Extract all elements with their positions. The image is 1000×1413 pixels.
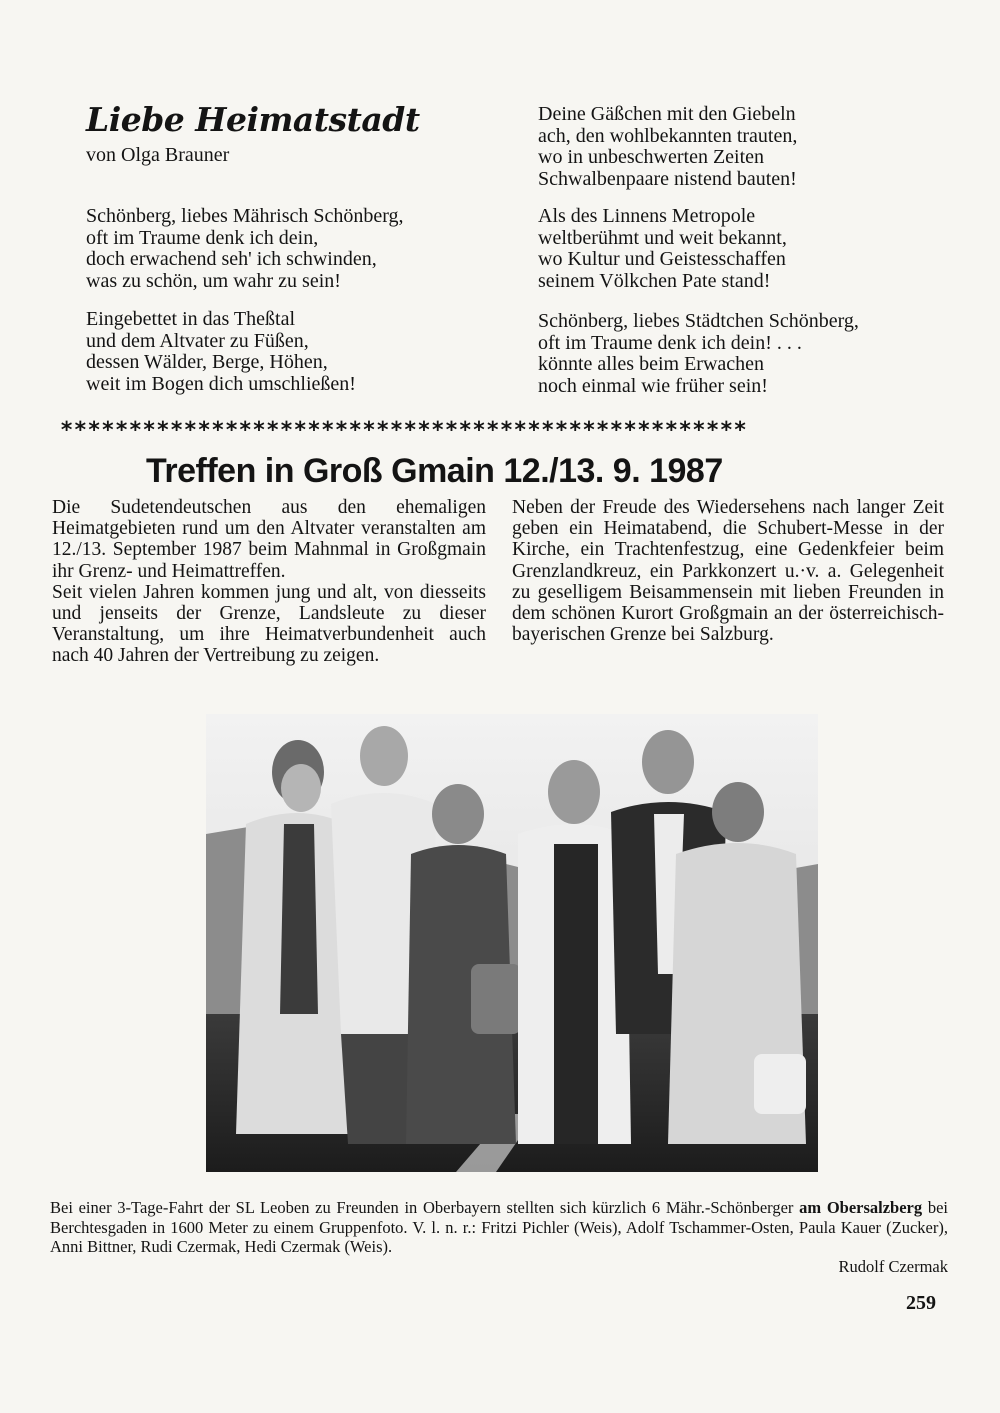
caption-text: Bei einer 3-Tage-Fahrt der SL Leoben zu Freunden in Oberbayern stellten sich kürzlich 6 Mähr.-Schönberger	[50, 1198, 800, 1217]
poem-stanza-4	[538, 206, 787, 292]
poem-line: Schönberg, liebes Städtchen Schönberg,	[538, 310, 859, 332]
poem-line: ach, den wohlbekannten trauten,	[538, 124, 798, 147]
poem-line: weltberühmt und weit bekannt,	[538, 226, 787, 249]
poem-title: Liebe Heimatstadt	[86, 100, 420, 139]
article-title: Treffen in Groß Gmain 12./13. 9. 1987	[146, 452, 723, 490]
poem-line: wo Kultur und Geistesschaffen	[538, 248, 786, 270]
poem-line: Schwalbenpaare nistend bauten!	[538, 167, 797, 190]
poem-line: dessen Wälder, Berge, Höhen,	[86, 351, 328, 373]
page-number: 259	[906, 1292, 936, 1314]
poem-author: von Olga Brauner	[86, 144, 230, 166]
photo-credit: Rudolf Czermak	[838, 1256, 948, 1276]
article-paragraph: Seit vielen Jahren kommen jung und alt, von diesseits und jenseits der Grenze, Landsleute zu dieser Veranstaltung, um ihre Heimatverbundenheit auch nach 40 Jahren der Vertreibung zu zeigen.	[52, 581, 486, 667]
caption-location: am Obersalzberg	[799, 1198, 923, 1217]
poem-line: könnte alles beim Erwachen	[538, 353, 765, 375]
poem-line: oft im Traume denk ich dein! . . .	[538, 331, 802, 354]
poem-line: und dem Altvater zu Füßen,	[86, 329, 309, 352]
poem-line: seinem Völkchen Pate stand!	[538, 269, 771, 292]
article-column-left	[52, 497, 486, 667]
asterisk-separator: **************************************************	[60, 418, 748, 443]
poem-line: weit im Bogen dich umschließen!	[86, 372, 356, 395]
article-paragraph: Neben der Freude des Wiedersehens nach langer Zeit geben ein Heimatabend, die Schubert-Messe in der Kirche, ein Trachtenfestzug, eine Gedenkfeier beim Grenzlandkreuz, ein Parkkonzert u.·v. a. Gelegenheit zu geselligem Beisammensein mit lieben Freunden in dem schönen Kurort Großgmain an der österreichisch-bayerischen Grenze bei Salzburg.	[512, 497, 944, 646]
poem-line: oft im Traume denk ich dein,	[86, 226, 319, 249]
article-column-right	[512, 497, 944, 645]
poem-stanza-3	[538, 104, 797, 190]
poem-line: Deine Gäßchen mit den Giebeln	[538, 103, 796, 125]
poem-line: doch erwachend seh' ich schwinden,	[86, 248, 377, 270]
poem-line: wo in unbeschwerten Zeiten	[538, 146, 765, 168]
poem-line: Eingebettet in das Theßtal	[86, 308, 296, 330]
poem-line: was zu schön, um wahr zu sein!	[86, 269, 341, 292]
poem-line: Schönberg, liebes Mährisch Schönberg,	[86, 205, 404, 227]
caption-text-rest: bei Berchtesgaden in 1600 Meter zu einem Gruppenfoto. V. l. n. r.: Fritzi Pichler (Weis), Adolf Tschammer-Osten, Paula Kauer (Zucker), Anni Bittner, Rudi Czermak, Hedi Czermak (Weis).	[50, 1198, 948, 1256]
poem-stanza-5	[538, 311, 859, 397]
photo-caption	[50, 1198, 948, 1276]
group-photo-illustration	[206, 714, 818, 1172]
poem-line: noch einmal wie früher sein!	[538, 374, 768, 397]
poem-line: Als des Linnens Metropole	[538, 205, 756, 227]
poem-stanza-1	[86, 206, 404, 292]
group-photo	[206, 714, 818, 1172]
article-paragraph: Die Sudetendeutschen aus den ehemaligen Heimatgebieten rund um den Altvater veranstalten am 12./13. September 1987 beim Mahnmal in Großgmain ihr Grenz- und Heimattreffen.	[52, 497, 486, 582]
poem-stanza-2	[86, 309, 356, 395]
